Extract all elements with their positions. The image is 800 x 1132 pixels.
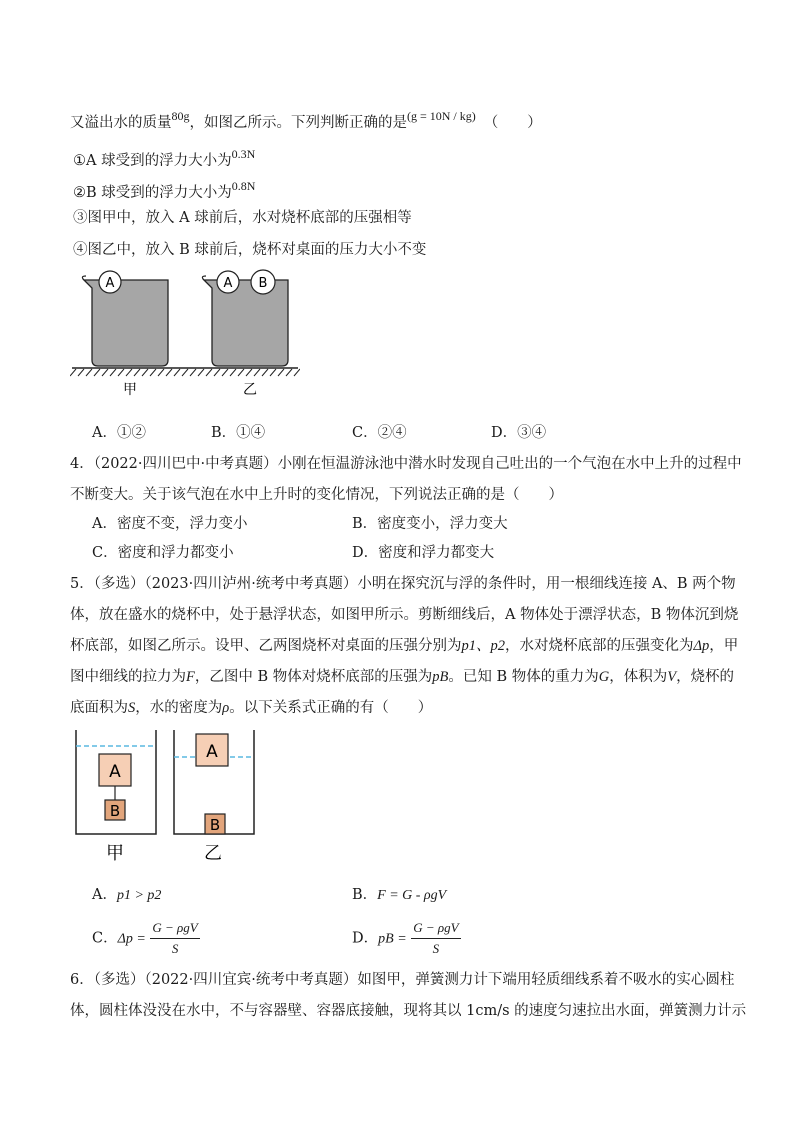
box-a-right-label: A: [206, 742, 218, 762]
q5-stem-line3: 杯底部，如图乙所示。设甲、乙两图烧杯对桌面的压强分别为p1、p2，水对烧杯底部的压强变化为Δp，甲: [70, 638, 739, 654]
beaker-left: [84, 280, 168, 366]
box-b-right-label: B: [209, 816, 221, 834]
q4-option-a[interactable]: A．密度不变，浮力变小: [92, 516, 248, 532]
q5-stem-line5: 底面积为S，水的密度为ρ。以下关系式正确的有（ ）: [70, 700, 433, 716]
q3-statement-4: ④图乙中，放入 B 球前后，烧杯对桌面的压力大小不变: [73, 242, 427, 258]
q5-option-d[interactable]: D．pB = $\frac{\text{G − ρgV}}{S}$: [352, 918, 461, 959]
fig-label-jia: 甲: [123, 382, 137, 398]
q5-option-b[interactable]: B．F = G - ρgV: [352, 887, 447, 903]
q4-option-d[interactable]: D．密度和浮力都变大: [352, 545, 495, 561]
q3-figure: [70, 266, 300, 398]
fig-label-jia-q5: 甲: [106, 843, 124, 864]
q3-option-c[interactable]: C．②④: [352, 425, 407, 441]
q3-statement-1: ①A 球受到的浮力大小为$^{0.3N}$: [73, 147, 256, 169]
q3-option-d[interactable]: D．③④: [491, 425, 547, 441]
q5-option-c-fraction: $\frac{\text{G − ρgV}}{S}$: [152, 920, 198, 956]
q4-stem-line1: 4．（2022·四川巴中·中考真题）小刚在恒温游泳池中潜水时发现自己吐出的一个气泡在水中上升的过程中: [70, 456, 742, 472]
q5-figure: [68, 726, 268, 866]
fig-label-yi: 乙: [243, 382, 257, 398]
q5-option-a[interactable]: A．p1 > p2: [92, 887, 162, 903]
ball-b-right-label: B: [258, 276, 268, 291]
q3-option-b[interactable]: B．①④: [211, 425, 266, 441]
q4-option-c[interactable]: C．密度和浮力都变小: [92, 545, 234, 561]
ball-a-right-label: A: [223, 276, 233, 291]
q3-g-note: (g = 10N / kg): [407, 109, 476, 123]
q3-statement-2: ②B 球受到的浮力大小为$^{0.8N}$: [73, 179, 256, 201]
q5-stem-line2: 体，放在盛水的烧杯中，处于悬浮状态，如图甲所示。剪断细线后，A 物体处于漂浮状态，B 物体沉到烧: [70, 607, 739, 623]
q3-mass: 80g: [171, 109, 190, 123]
q6-stem-line2: 体，圆柱体没没在水中，不与容器壁、容器底接触，现将其以 1cm/s 的速度匀速拉出水面，弹簧测力计示: [70, 1003, 747, 1019]
q6-stem-line1: 6．（多选）（2022·四川宜宾·统考中考真题）如图甲，弹簧测力计下端用轻质细线系着不吸水的实心圆柱: [70, 972, 735, 988]
fig-label-yi-q5: 乙: [204, 843, 222, 864]
q5-option-c[interactable]: C．Δp = $\frac{\text{G − ρgV}}{S}$: [92, 918, 200, 959]
q4-option-b[interactable]: B．密度变小，浮力变大: [352, 516, 508, 532]
q5-option-d-fraction: $\frac{\text{G − ρgV}}{S}$: [413, 920, 459, 956]
q5-stem-line1: 5．（多选）（2023·四川泸州·统考中考真题）小明在探究沉与浮的条件时，用一根细线连接 A、B 两个物: [70, 576, 736, 592]
q3-option-a[interactable]: A．①②: [92, 425, 146, 441]
box-b-left-label: B: [109, 802, 121, 820]
q4-stem-line2: 不断变大。关于该气泡在水中上升时的变化情况，下列说法正确的是（ ）: [70, 487, 563, 503]
ball-a-left-label: A: [105, 276, 115, 291]
q3-intro: 又溢出水的质量$^{80g}$，如图乙所示。下列判断正确的是$^{(g = 10N / kg)}$ （ ）: [70, 109, 542, 131]
beaker-right: [204, 280, 288, 366]
q3-statement-3: ③图甲中，放入 A 球前后，水对烧杯底部的压强相等: [73, 210, 412, 226]
q5-stem-line4: 图中细线的拉力为F，乙图中 B 物体对烧杯底部的压强为pB。已知 B 物体的重力为G，体积为V，烧杯的: [70, 669, 735, 685]
box-a-left-label: A: [109, 762, 121, 782]
